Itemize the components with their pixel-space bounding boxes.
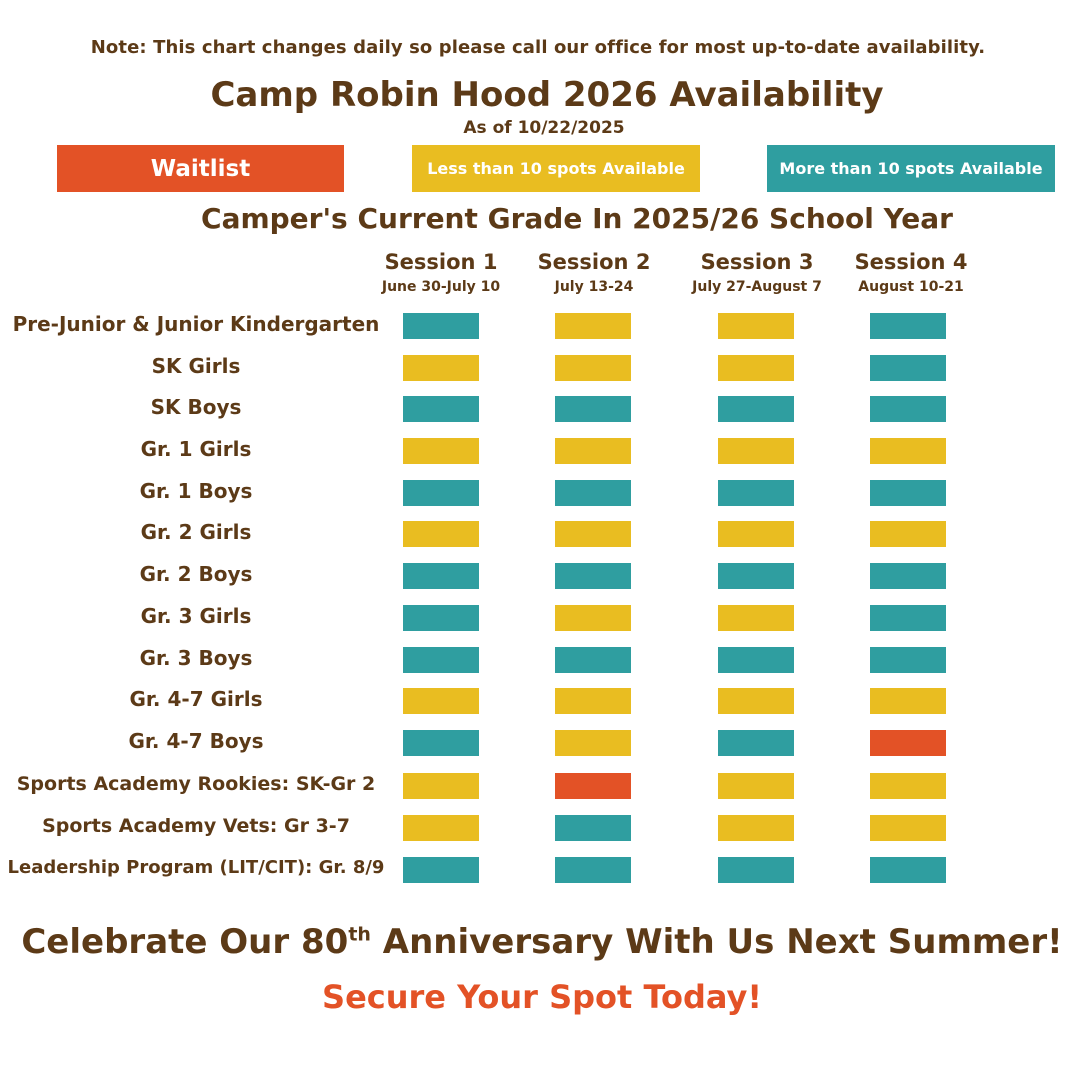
availability-cell-more <box>870 355 946 381</box>
availability-cell-less <box>718 313 794 339</box>
availability-cell-more <box>870 605 946 631</box>
availability-cell-less <box>870 438 946 464</box>
availability-cell-more <box>870 647 946 673</box>
row-label: Gr. 2 Boys <box>139 562 253 586</box>
availability-cell-less <box>718 355 794 381</box>
availability-cell-more <box>870 396 946 422</box>
anniversary-text-start: Celebrate Our 80 <box>21 922 349 962</box>
availability-cell-less <box>555 355 631 381</box>
availability-cell-less <box>870 688 946 714</box>
availability-cell-more <box>718 647 794 673</box>
session-4-header <box>821 248 1001 298</box>
availability-cell-less <box>555 313 631 339</box>
availability-cell-less <box>555 438 631 464</box>
session-2-dates: July 13-24 <box>554 279 634 295</box>
availability-cell-less <box>718 773 794 799</box>
grade-heading: Camper's Current Grade In 2025/26 School Year <box>201 202 953 235</box>
availability-cell-less <box>870 815 946 841</box>
availability-cell-more <box>403 480 479 506</box>
availability-cell-more <box>403 857 479 883</box>
availability-cell-less <box>555 605 631 631</box>
session-2-name: Session 2 <box>537 250 651 274</box>
availability-cell-more <box>555 480 631 506</box>
availability-cell-less <box>555 521 631 547</box>
row-label: Leadership Program (LIT/CIT): Gr. 8/9 <box>7 857 385 878</box>
availability-cell-more <box>555 563 631 589</box>
session-1-name: Session 1 <box>384 250 498 274</box>
row-label: Gr. 3 Boys <box>139 646 253 670</box>
row-label: SK Boys <box>150 395 242 419</box>
availability-note: Note: This chart changes daily so please call our office for most up-to-date availability. <box>90 37 986 58</box>
availability-cell-less <box>403 688 479 714</box>
availability-cell-more <box>718 563 794 589</box>
availability-cell-less <box>403 815 479 841</box>
session-3-name: Session 3 <box>700 250 814 274</box>
availability-cell-less <box>718 438 794 464</box>
availability-cell-more <box>403 396 479 422</box>
availability-cell-more <box>403 730 479 756</box>
availability-cell-more <box>403 647 479 673</box>
session-4-name: Session 4 <box>854 250 968 274</box>
as-of-date: As of 10/22/2025 <box>463 118 625 138</box>
availability-cell-less <box>718 605 794 631</box>
availability-cell-more <box>718 396 794 422</box>
availability-cell-more <box>870 313 946 339</box>
availability-cell-less <box>555 688 631 714</box>
availability-cell-more <box>555 857 631 883</box>
availability-cell-less <box>403 521 479 547</box>
availability-cell-less <box>403 355 479 381</box>
availability-cell-waitlist <box>555 773 631 799</box>
availability-cell-less <box>718 688 794 714</box>
availability-cell-more <box>403 313 479 339</box>
availability-cell-more <box>403 605 479 631</box>
row-label: Sports Academy Vets: Gr 3-7 <box>42 815 350 837</box>
availability-cell-more <box>403 563 479 589</box>
row-label: Gr. 4-7 Girls <box>129 687 263 711</box>
availability-cell-less <box>718 521 794 547</box>
availability-cell-less <box>870 773 946 799</box>
legend-waitlist: Waitlist <box>57 145 344 192</box>
legend-more-than-10: More than 10 spots Available <box>767 145 1055 192</box>
anniversary-text-end: Anniversary With Us Next Summer! <box>370 922 1063 962</box>
availability-cell-more <box>870 480 946 506</box>
session-3-dates: July 27-August 7 <box>692 279 822 295</box>
session-4-dates: August 10-21 <box>858 279 964 295</box>
availability-cell-more <box>555 815 631 841</box>
availability-cell-more <box>870 857 946 883</box>
availability-cell-more <box>718 730 794 756</box>
availability-cell-more <box>555 647 631 673</box>
availability-cell-less <box>555 730 631 756</box>
availability-cell-more <box>555 396 631 422</box>
row-label: Gr. 2 Girls <box>140 520 252 544</box>
row-label: Gr. 4-7 Boys <box>128 729 264 753</box>
row-label: SK Girls <box>151 354 241 378</box>
legend-less-than-10: Less than 10 spots Available <box>412 145 700 192</box>
row-label: Gr. 1 Girls <box>140 437 252 461</box>
anniversary-ordinal-suffix: th <box>348 923 371 946</box>
row-label: Gr. 3 Girls <box>140 604 252 628</box>
anniversary-banner <box>0 922 1080 962</box>
availability-cell-less <box>403 438 479 464</box>
session-1-dates: June 30-July 10 <box>381 279 501 295</box>
session-3-header <box>667 248 847 298</box>
availability-cell-less <box>403 773 479 799</box>
secure-spot-callout: Secure Your Spot Today! <box>322 978 762 1016</box>
row-label: Pre-Junior & Junior Kindergarten <box>12 312 380 336</box>
session-2-header <box>504 248 684 298</box>
availability-cell-more <box>870 563 946 589</box>
page-title: Camp Robin Hood 2026 Availability <box>210 75 884 115</box>
availability-cell-less <box>718 815 794 841</box>
row-label: Sports Academy Rookies: SK-Gr 2 <box>16 773 376 795</box>
row-label: Gr. 1 Boys <box>139 479 253 503</box>
availability-cell-more <box>718 480 794 506</box>
availability-cell-more <box>718 857 794 883</box>
availability-cell-waitlist <box>870 730 946 756</box>
availability-cell-less <box>870 521 946 547</box>
